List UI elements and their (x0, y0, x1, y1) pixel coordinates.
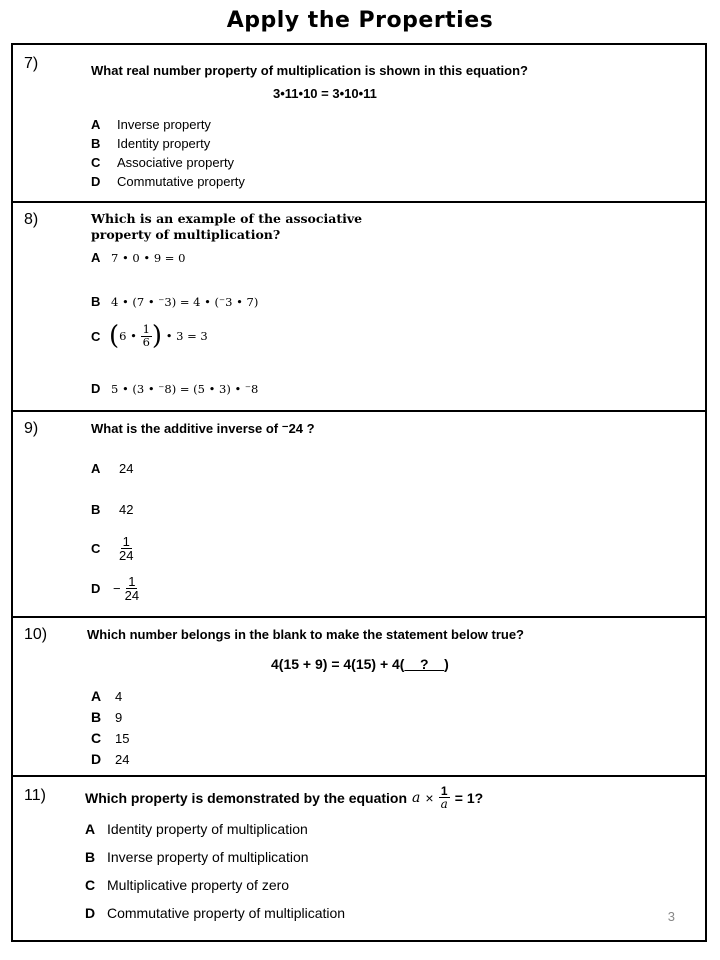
option-a[interactable]: A Identity property of multiplication (85, 821, 308, 837)
fraction: $\frac{1}{24}$ (119, 534, 134, 563)
question-text: What is the additive inverse of ⁻24 ? (91, 421, 315, 436)
fraction: $\frac{1}{6}$ (142, 322, 150, 349)
option-a[interactable]: A 7 • 0 • 9 = 0 (91, 250, 186, 265)
option-c[interactable]: C 15 (91, 730, 130, 746)
question-text: What real number property of multiplication is shown in this equation? (91, 63, 528, 78)
worksheet (11, 43, 707, 942)
question-text: Which is an example of the associative property of multiplication? (91, 211, 363, 242)
option-c[interactable]: C Multiplicative property of zero (85, 877, 290, 893)
option-d[interactable]: D 5 • (3 • ⁻8) = (5 • 3) • ⁻8 (91, 381, 259, 396)
question-number: 7) (24, 55, 39, 72)
option-d[interactable]: D − $\frac{1}{24}$ (91, 574, 140, 603)
question-9 (13, 410, 705, 616)
option-c[interactable]: C $\frac{1}{24}$ (91, 534, 134, 563)
question-number: 10) (24, 626, 48, 643)
option-d[interactable]: D Commutative property of multiplication (85, 905, 346, 921)
question-text: Which property is demonstrated by the equation a × $\frac{1}{a}$ = 1? (85, 784, 484, 811)
question-10 (13, 616, 705, 775)
option-b[interactable]: B Identity property (91, 136, 211, 151)
option-b[interactable]: B 42 (91, 502, 134, 517)
page-title: Apply the Properties (226, 8, 494, 33)
option-a[interactable]: A Inverse property (91, 117, 211, 132)
answer-blank: __?__ (404, 656, 445, 672)
page-number: 3 (667, 909, 675, 924)
option-b[interactable]: B 9 (91, 709, 123, 725)
option-c[interactable]: C ( 6 • $\frac{1}{6}$ ) • 3 = 3 (91, 321, 208, 351)
option-c[interactable]: C Associative property (91, 155, 235, 170)
option-b[interactable]: B 4 • (7 • ⁻3) = 4 • (⁻3 • 7) (91, 294, 259, 309)
question-number: 8) (24, 211, 39, 228)
option-a[interactable]: A 4 (91, 688, 123, 704)
option-d[interactable]: D Commutative property (91, 174, 245, 189)
question-11 (13, 775, 705, 940)
fraction: $\frac{1}{24}$ (124, 574, 140, 603)
question-equation: 3•11•10 = 3•10•11 (273, 86, 377, 101)
question-7 (13, 45, 705, 201)
question-text: Which number belongs in the blank to make the statement below true? (87, 627, 524, 642)
question-8 (13, 201, 705, 410)
question-equation: 4(15 + 9) = 4(15) + 4(__?__) (271, 656, 449, 672)
left-paren: ( (109, 321, 120, 351)
question-number: 9) (24, 420, 39, 437)
right-paren: ) (151, 321, 163, 351)
option-a[interactable]: A 24 (91, 461, 134, 476)
fraction: $\frac{1}{a}$ (440, 784, 448, 811)
option-b[interactable]: B Inverse property of multiplication (85, 849, 309, 865)
option-d[interactable]: D 24 (91, 751, 130, 767)
question-number: 11) (24, 787, 46, 804)
